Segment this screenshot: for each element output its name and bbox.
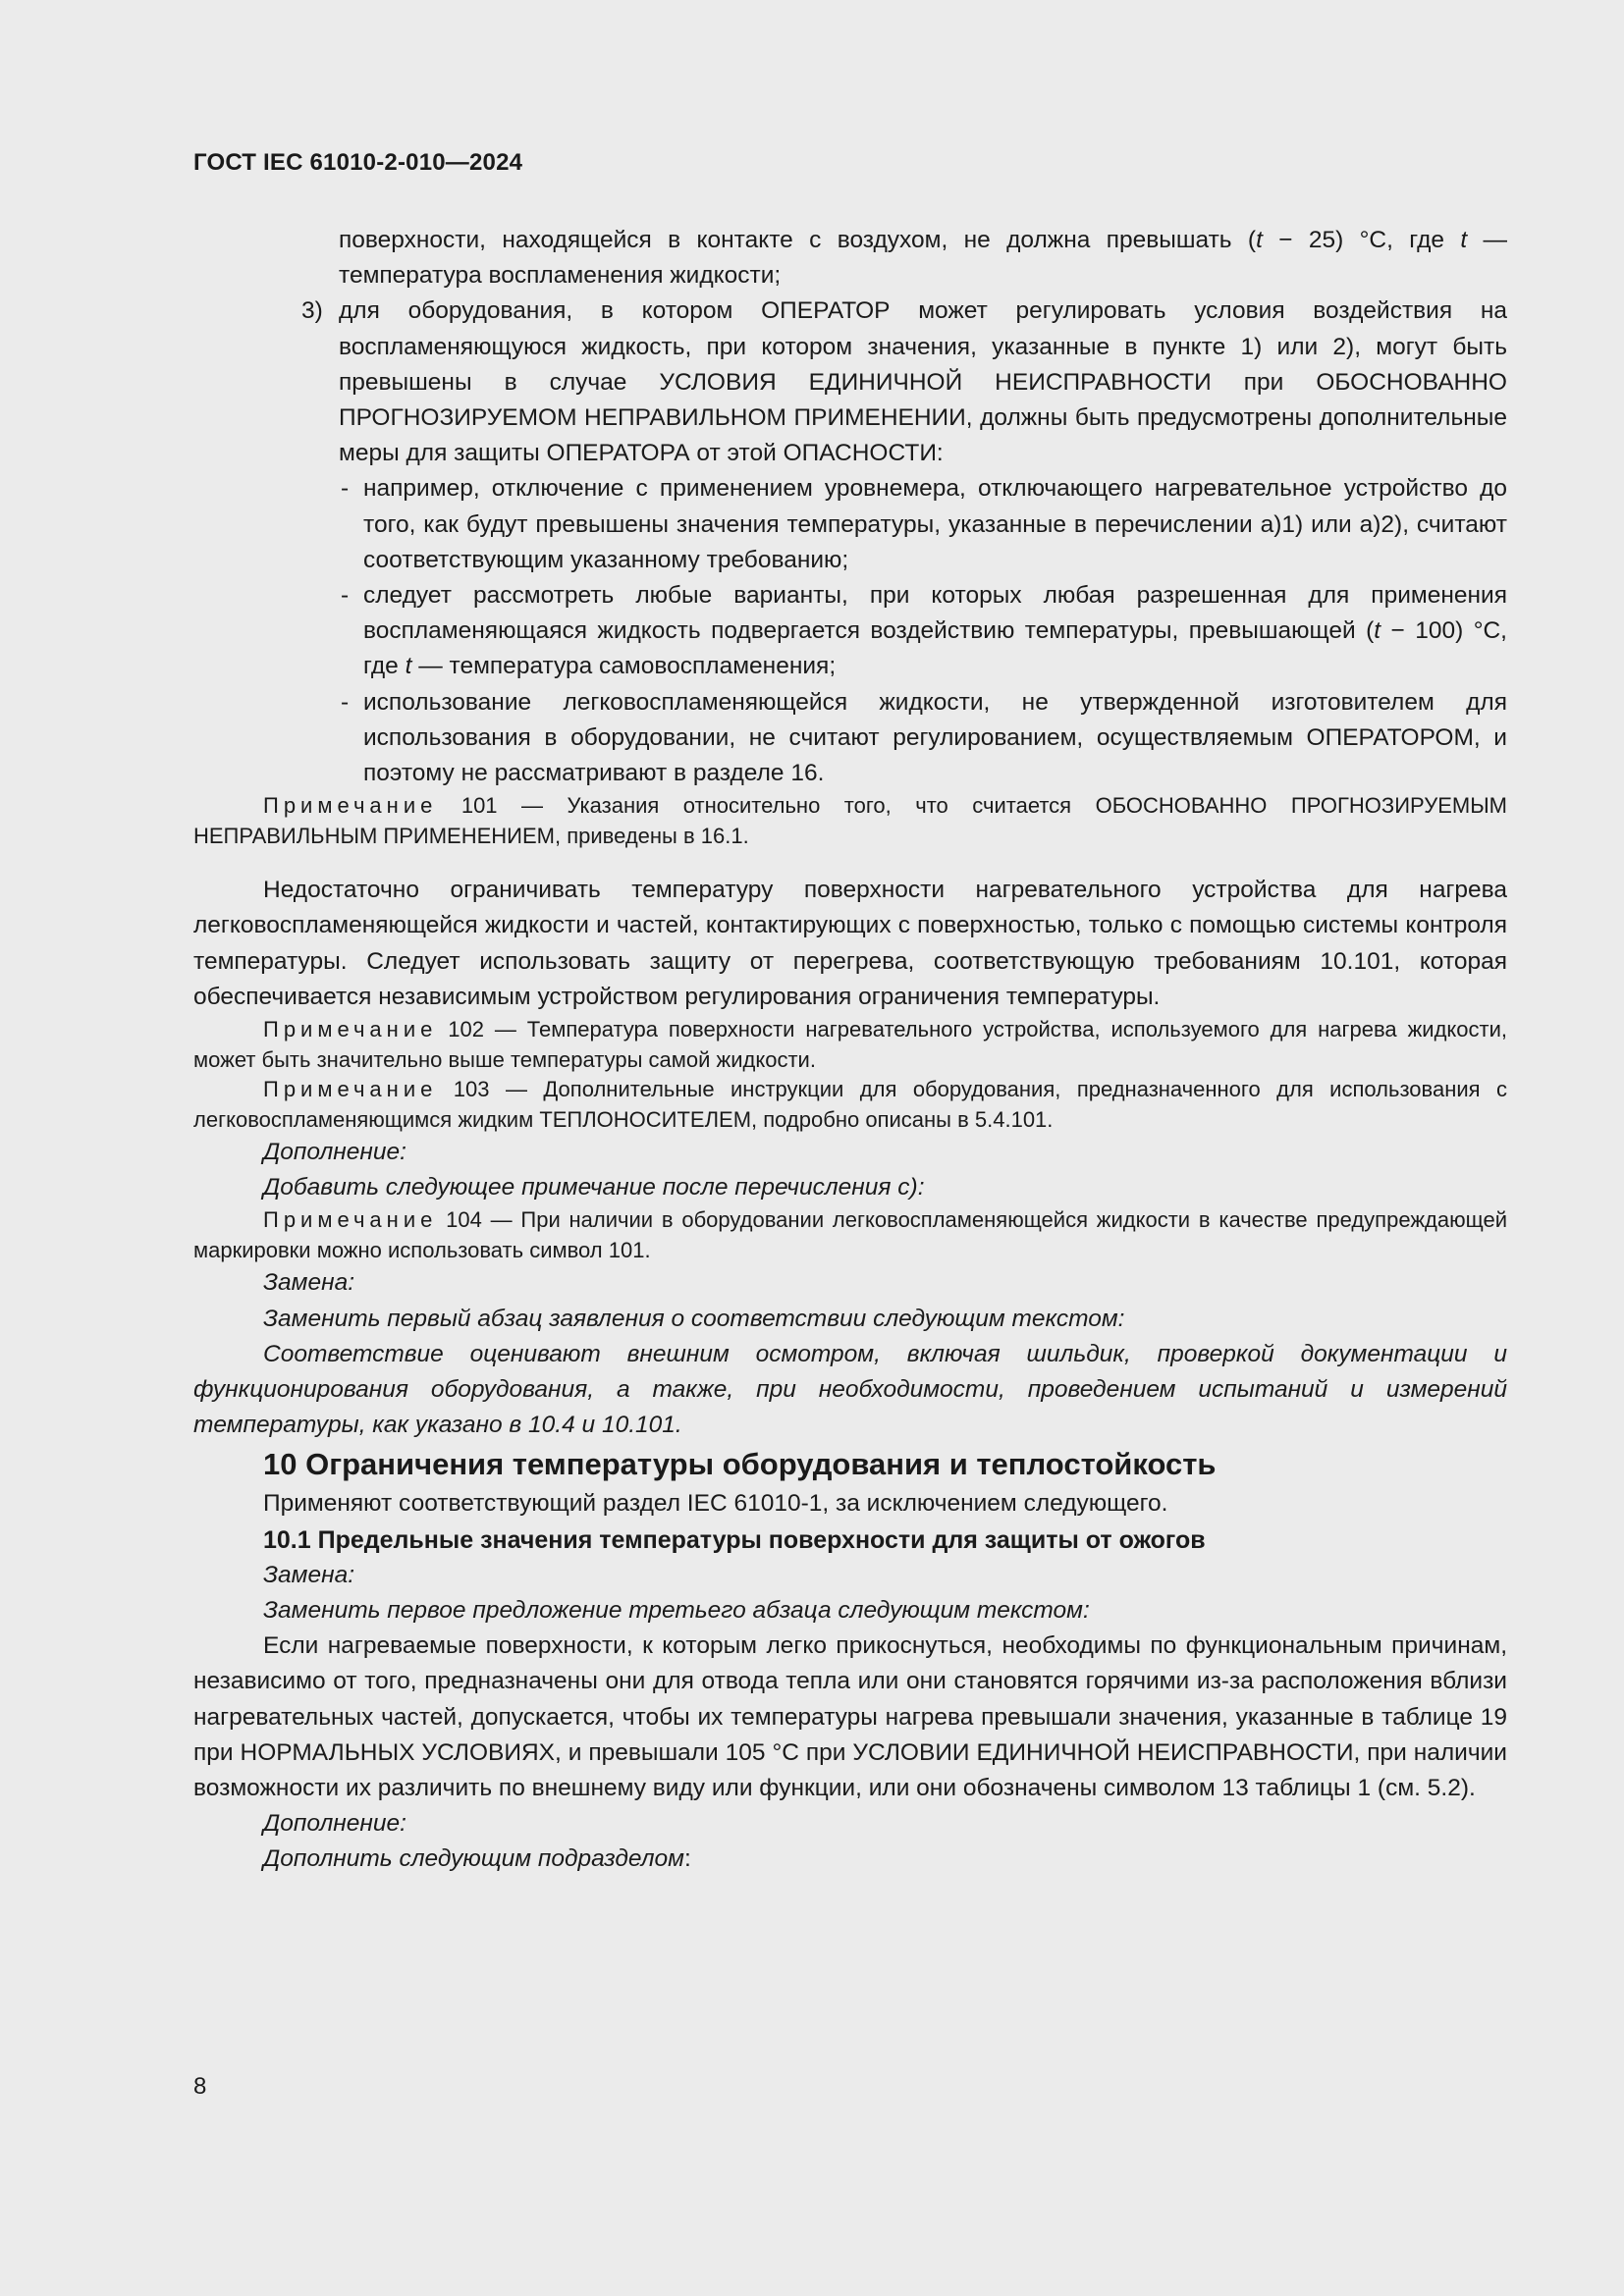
text-run: следует рассмотреть любые варианты, при которых любая разрешенная для применения воспламеняющаяся жидкость подвергается воздействию температуры, превышающей ( (363, 582, 1507, 645)
dash-bullet: - (341, 582, 350, 610)
continuation-paragraph (193, 223, 1507, 294)
note-104 (193, 1205, 1507, 1265)
var-t: t (405, 653, 412, 680)
text-run: − 25) °С, где (1262, 227, 1461, 253)
list-item-3 (193, 294, 1507, 471)
replacement-instruction: Заменить первый абзац заявления о соответствии следующим текстом: (263, 1305, 1125, 1332)
text-run: — температура воспламенения жидкости; (339, 227, 1507, 290)
dash-item-text: например, отключение с применением уровнемера, отключающего нагревательное устройство до того, как будут превышены значения температуры, указанные в перечислении а)1) или а)2), считают соответствующим указанному требованию; (363, 475, 1507, 573)
section-10-1-text: Если нагреваемые поверхности, к которым легко прикоснуться, необходимы по функциональным причинам, независимо от того, предназначены они для отвода тепла или они становятся горячими из-за расположения вблизи нагревательных частей, допускается, чтобы их температуры нагрева превышали значения, указанные в таблице 19 при НОРМАЛЬНЫХ УСЛОВИЯХ, и превышали 105 °С при УСЛОВИИ ЕДИНИЧНОЙ НЕИСПРАВНОСТИ, при наличии возможности их различить по внешнему виду или функции, или они обозначены символом 13 таблицы 1 (см. 5.2). (193, 1632, 1507, 1801)
replacement-text: Соответствие оценивают внешним осмотром, включая шильдик, проверкой документации и функционирования оборудования, а также, при необходимости, проведением испытаний и измерений температуры, как указано в 10.4 и 10.101. (193, 1340, 1507, 1439)
var-t: t (1374, 617, 1381, 645)
addition-instruction (193, 1842, 1507, 1877)
page-content (193, 223, 1507, 1878)
note-text: 102 — Температура поверхности нагревательного устройства, используемого для нагрева жидкости, может быть значительно выше температуры самой жидкости. (193, 1017, 1507, 1072)
text-run: − 100) °С, где (363, 617, 1507, 680)
note-101 (193, 791, 1507, 851)
note-label: Примечание (263, 1017, 438, 1042)
text-run: Дополнить следующим подразделом (263, 1845, 684, 1873)
note-102 (193, 1015, 1507, 1075)
text-run: : (683, 1845, 691, 1873)
addition-instruction: Добавить следующее примечание после перечисления с): (263, 1174, 925, 1201)
standard-header: ГОСТ IEC 61010-2-010—2024 (193, 149, 523, 176)
replacement-instruction: Заменить первое предложение третьего абзаца следующим текстом: (263, 1596, 1090, 1624)
dash-item (193, 685, 1507, 792)
dash-item-text: использование легковоспламеняющейся жидкости, не утвержденной изготовителем для использования в оборудовании, не считают регулированием, осуществляемым ОПЕРАТОРОМ, и поэтому не рассматривают в разделе 16. (363, 688, 1507, 787)
addition-label: Дополнение: (263, 1810, 406, 1838)
replacement-label: Замена: (263, 1561, 354, 1588)
list-number: 3) (301, 297, 323, 325)
paragraph-overheat: Недостаточно ограничивать температуру поверхности нагревательного устройства для нагрева легковоспламеняющейся жидкости и частей, контактирующих с поверхностью, только с помощью системы контроля температуры. Следует использовать защиту от перегрева, соответствующую требованиям 10.101, которая обеспечивается независимым устройством регулирования ограничения температуры. (193, 877, 1507, 1010)
replacement-label: Замена: (263, 1269, 354, 1297)
dash-bullet: - (341, 475, 350, 503)
note-label: Примечание (263, 793, 438, 819)
note-text: 104 — При наличии в оборудовании легковоспламеняющейся жидкости в качестве предупреждающей маркировки можно использовать символ 101. (193, 1207, 1507, 1262)
addition-label: Дополнение: (263, 1139, 406, 1166)
note-text: 103 — Дополнительные инструкции для оборудования, предназначенного для использования с легковоспламеняющимся жидким ТЕПЛОНОСИТЕЛЕМ, подробно описаны в 5.4.101. (193, 1077, 1507, 1132)
text-run: — температура самовоспламенения; (411, 653, 837, 680)
note-103 (193, 1075, 1507, 1135)
section-10-title: 10 Ограничения температуры оборудования и теплостойкость (263, 1447, 1217, 1482)
note-label: Примечание (263, 1207, 438, 1233)
section-10-intro: Применяют соответствующий раздел IEC 61010-1, за исключением следующего. (263, 1490, 1168, 1518)
section-10-1-title: 10.1 Предельные значения температуры поверхности для защиты от ожогов (263, 1525, 1206, 1554)
page-number: 8 (193, 2073, 207, 2100)
dash-item (193, 471, 1507, 578)
dash-bullet: - (341, 688, 350, 716)
var-t: t (1256, 227, 1263, 253)
dash-item (193, 578, 1507, 685)
text-run: поверхности, находящейся в контакте с воздухом, не должна превышать ( (339, 227, 1257, 253)
var-t: t (1460, 227, 1468, 253)
note-text: 101 — Указания относительно того, что считается ОБОСНОВАННО ПРОГНОЗИРУЕМЫМ НЕПРАВИЛЬНЫМ ПРИМЕНЕНИЕМ, приведены в 16.1. (193, 793, 1507, 848)
note-label: Примечание (263, 1077, 438, 1102)
list-item-text: для оборудования, в котором ОПЕРАТОР может регулировать условия воздействия на воспламеняющуюся жидкость, при котором значения, указанные в пункте 1) или 2), могут быть превышены в случае УСЛОВИЯ ЕДИНИЧНОЙ НЕИСПРАВНОСТИ при ОБОСНОВАННО ПРОГНОЗИРУЕМОМ НЕПРАВИЛЬНОМ ПРИМЕНЕНИИ, должны быть предусмотрены дополнительные меры для защиты ОПЕРАТОРА от этой ОПАСНОСТИ: (339, 297, 1507, 467)
